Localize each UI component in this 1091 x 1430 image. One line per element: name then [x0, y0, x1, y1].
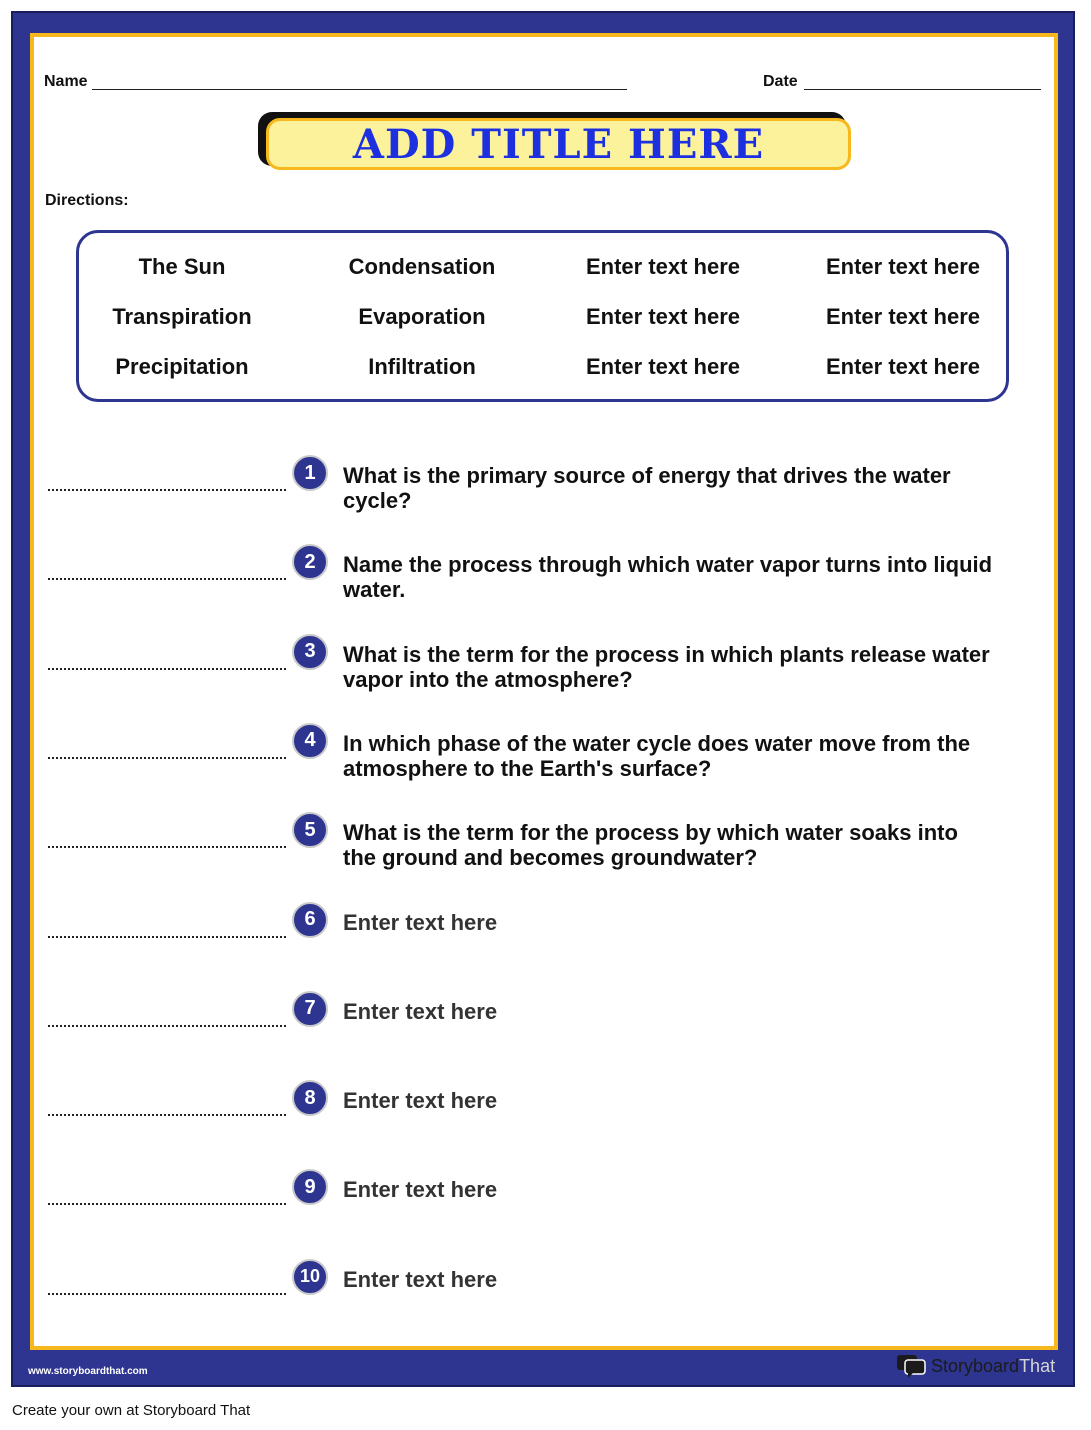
title-box[interactable] — [266, 118, 851, 170]
word-bank-item[interactable]: The Sun — [138, 254, 226, 279]
question-number: 8 — [292, 1080, 328, 1116]
brand-storyboard: Storyboard — [931, 1355, 1020, 1376]
name-label: Name — [44, 73, 88, 90]
question-text[interactable]: Enter text here — [343, 1088, 498, 1114]
question-text[interactable]: Enter text here — [343, 1266, 498, 1292]
brand-name — [931, 1356, 1055, 1377]
question-row — [0, 991, 1091, 1071]
question-number: 10 — [292, 1259, 328, 1295]
word-bank-item[interactable]: Enter text here — [825, 354, 981, 379]
question-number: 5 — [292, 812, 328, 848]
question-row — [0, 544, 1091, 624]
word-bank-item[interactable]: Evaporation — [358, 304, 486, 329]
question-row — [0, 1169, 1091, 1249]
word-bank-item[interactable]: Enter text here — [825, 254, 981, 279]
question-text[interactable]: What is the primary source of energy that drives the water cycle? — [343, 463, 951, 513]
question-number: 3 — [292, 634, 328, 670]
question-text[interactable]: Name the process through which water vapor turns into liquid water. — [343, 552, 993, 603]
answer-line[interactable] — [48, 1203, 286, 1205]
storyboardthat-logo[interactable] — [896, 1354, 1055, 1378]
question-row — [0, 634, 1091, 714]
site-url[interactable]: www.storyboardthat.com — [28, 1366, 148, 1377]
question-text[interactable]: What is the term for the process in which plants release water vapor into the atmosphere? — [343, 641, 990, 692]
question-number: 9 — [292, 1169, 328, 1205]
date-label: Date — [763, 73, 798, 90]
answer-line[interactable] — [48, 1114, 286, 1116]
question-text[interactable]: Enter text here — [343, 909, 498, 935]
question-text[interactable]: Enter text here — [343, 1177, 498, 1203]
page-title: ADD TITLE HERE — [352, 120, 765, 168]
answer-line[interactable] — [48, 578, 286, 580]
brand-that: That — [1019, 1355, 1056, 1376]
word-bank-item[interactable]: Condensation — [348, 254, 496, 279]
answer-line[interactable] — [48, 936, 286, 938]
word-bank-item[interactable]: Enter text here — [585, 354, 741, 379]
question-text[interactable]: In which phase of the water cycle does water move from the atmosphere to the Earth's surface? — [343, 730, 971, 781]
question-row — [0, 1080, 1091, 1160]
question-number: 7 — [292, 991, 328, 1027]
question-row — [0, 812, 1091, 892]
name-line[interactable] — [92, 89, 627, 90]
word-bank-item[interactable]: Enter text here — [825, 304, 981, 329]
answer-line[interactable] — [48, 489, 286, 491]
question-row — [0, 902, 1091, 982]
word-bank-item[interactable]: Precipitation — [115, 354, 249, 379]
speech-bubble-icon — [896, 1354, 926, 1378]
answer-line[interactable] — [48, 1025, 286, 1027]
word-bank-item[interactable]: Transpiration — [112, 304, 252, 329]
question-row — [0, 1259, 1091, 1339]
question-text[interactable]: Enter text here — [343, 998, 498, 1024]
word-bank-item[interactable]: Enter text here — [585, 304, 741, 329]
question-number: 4 — [292, 723, 328, 759]
create-your-own-link[interactable]: Create your own at Storyboard That — [12, 1402, 251, 1419]
question-row — [0, 723, 1091, 803]
date-line[interactable] — [804, 89, 1041, 90]
answer-line[interactable] — [48, 1293, 286, 1295]
directions-label: Directions: — [45, 192, 129, 209]
answer-line[interactable] — [48, 846, 286, 848]
question-number: 2 — [292, 544, 328, 580]
answer-line[interactable] — [48, 668, 286, 670]
question-number: 1 — [292, 455, 328, 491]
question-number: 6 — [292, 902, 328, 938]
question-text[interactable]: What is the term for the process by which water soaks into the ground and becomes groundwater? — [343, 820, 958, 871]
word-bank-item[interactable]: Infiltration — [368, 354, 476, 379]
word-bank-item[interactable]: Enter text here — [585, 254, 741, 279]
answer-line[interactable] — [48, 757, 286, 759]
question-row — [0, 455, 1091, 535]
